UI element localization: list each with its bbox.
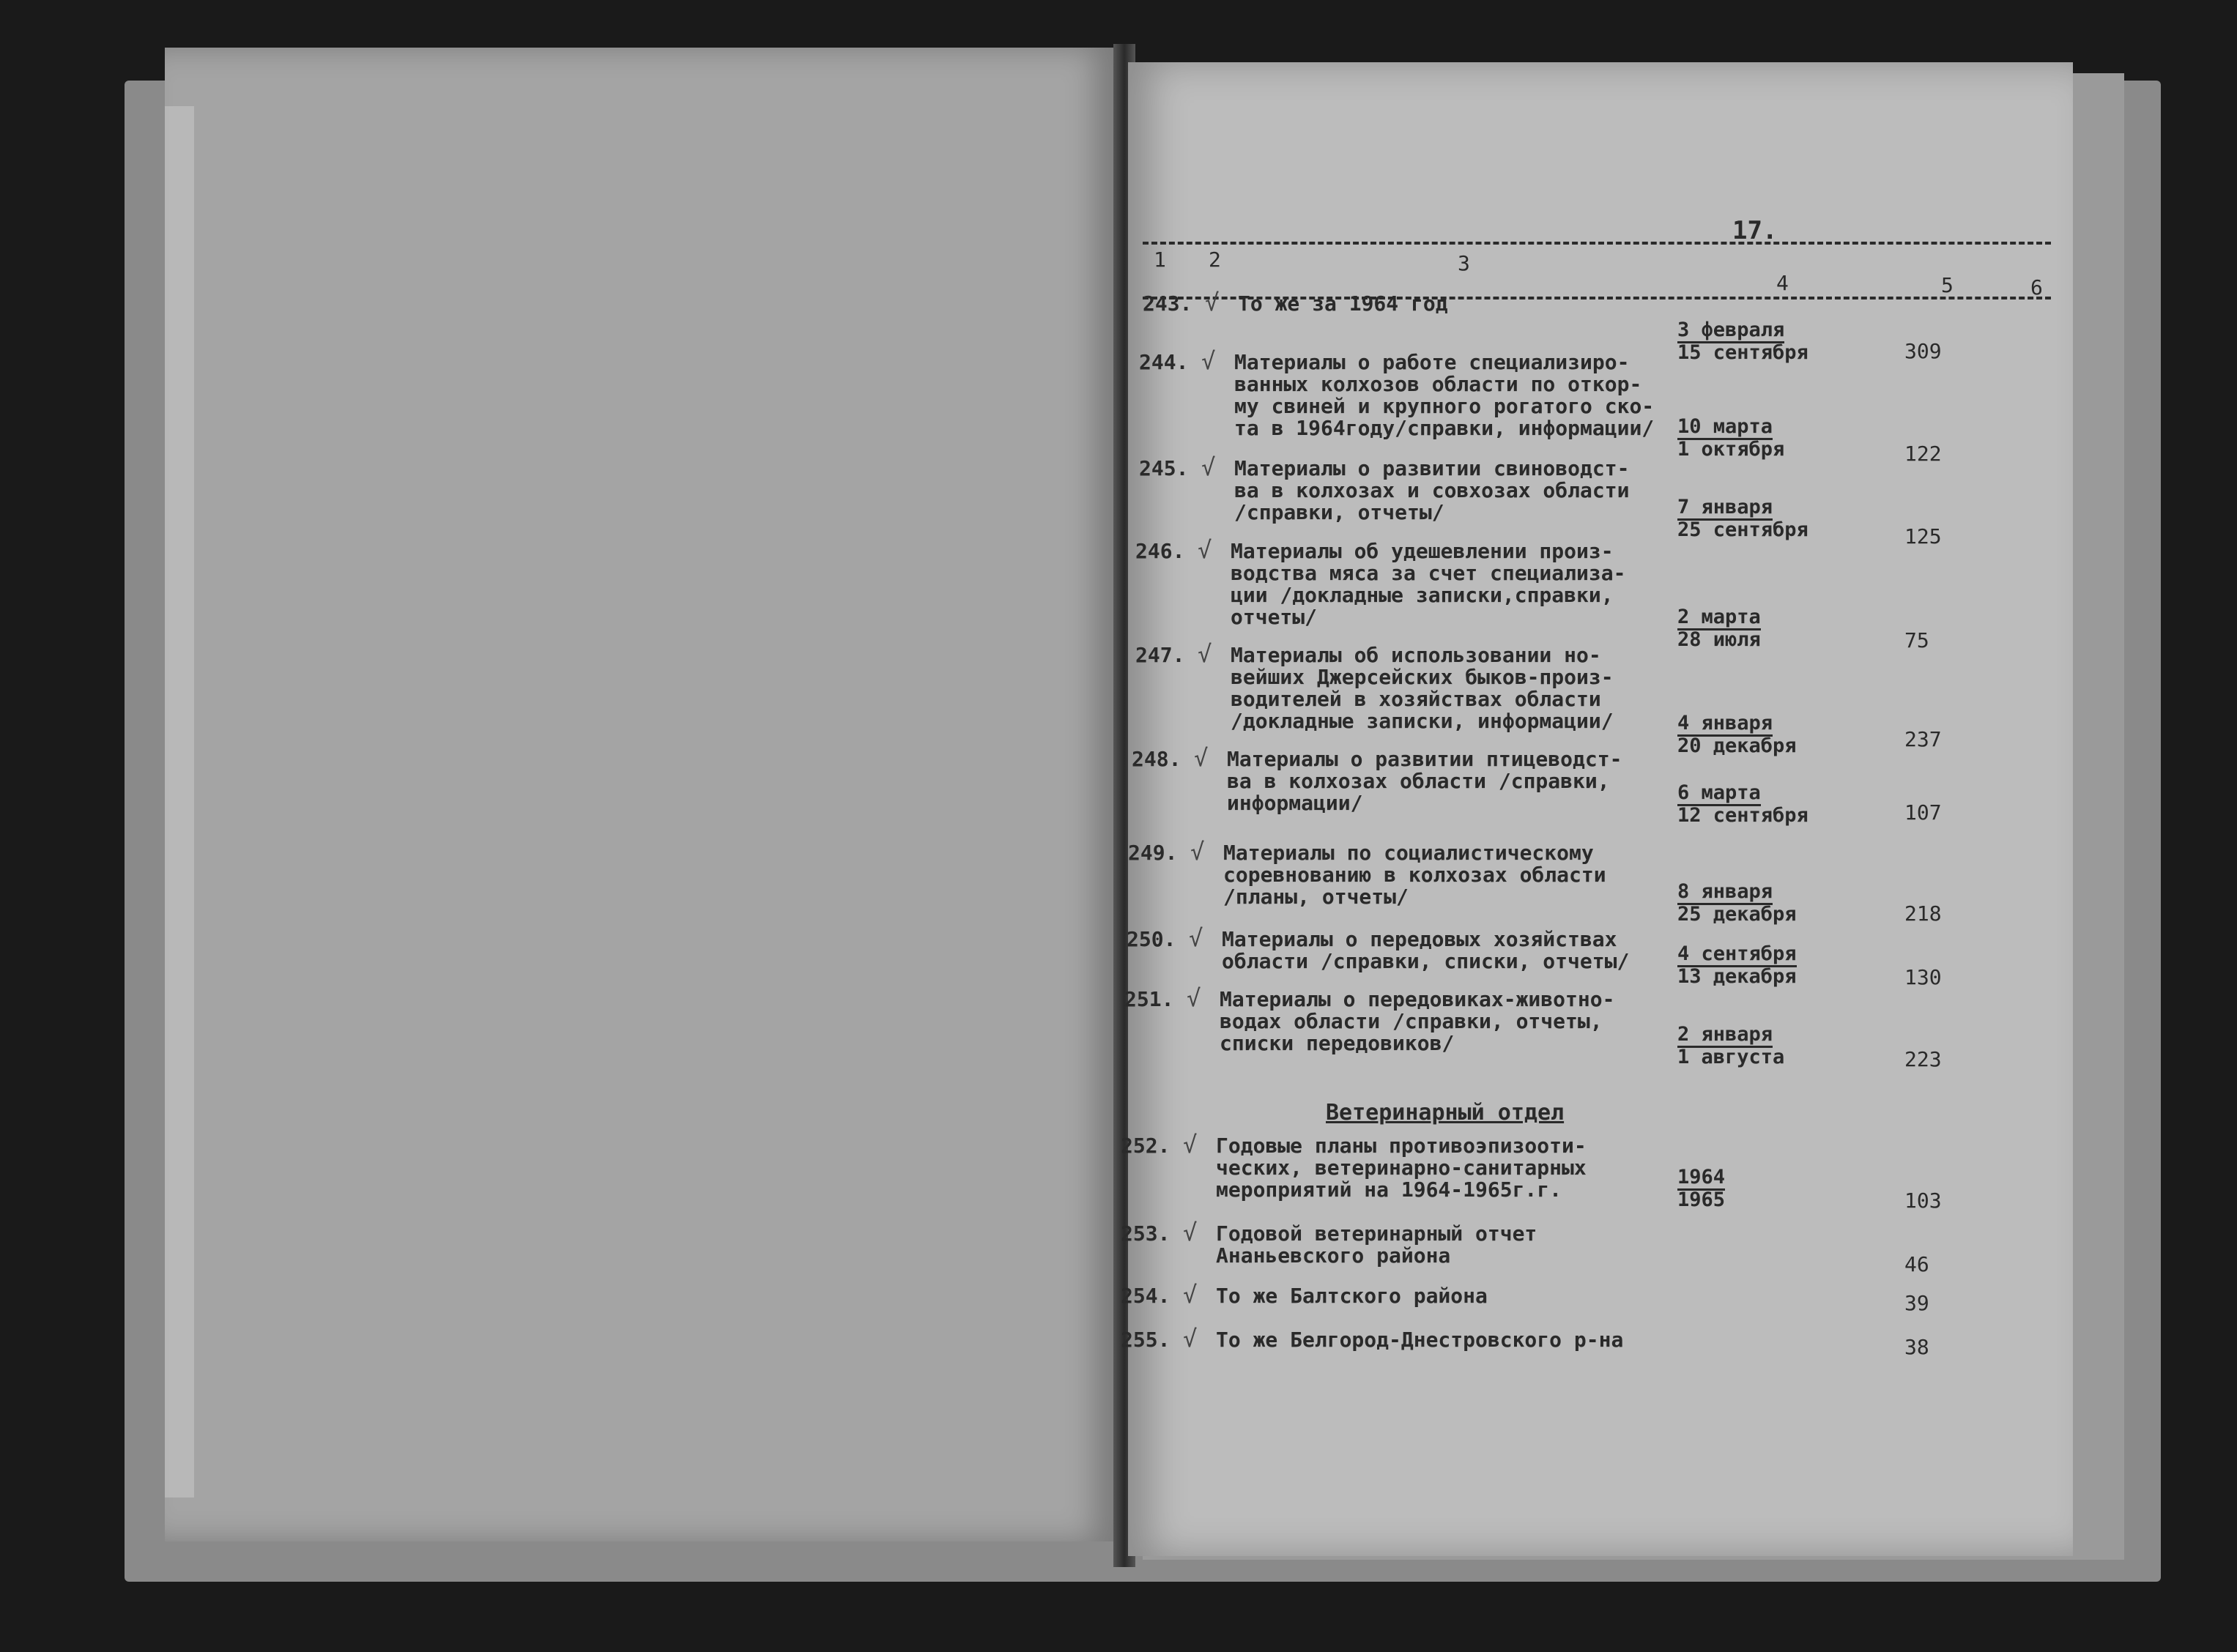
- entry-date-start: 7 января: [1677, 498, 1773, 521]
- entry-sheet-count: 130: [1904, 965, 1942, 989]
- entry-date-end: 13 декабря: [1677, 965, 1797, 988]
- entry-title: Материалы о развитии птицеводст- ва в колхозах области /справки, информации/: [1227, 747, 1622, 815]
- entry-date-start: 10 марта: [1677, 417, 1773, 440]
- entry-dates: [1677, 1168, 1725, 1210]
- check-mark-icon: √: [1187, 984, 1201, 1012]
- entry-number: 250.: [1127, 927, 1176, 951]
- page-number: 17.: [1732, 216, 1778, 245]
- entry-date-start: 1964: [1677, 1168, 1725, 1191]
- entry-sheet-count: 309: [1904, 339, 1942, 363]
- entry-date-end: 25 сентября: [1677, 518, 1808, 541]
- entry-number: 255.: [1121, 1328, 1171, 1352]
- entry-date-end: 25 декабря: [1677, 903, 1797, 926]
- entry-date-start: 2 января: [1677, 1025, 1773, 1048]
- entry-dates: [1677, 714, 1797, 756]
- entry-sheet-count: 38: [1904, 1335, 1929, 1359]
- check-mark-icon: √: [1205, 289, 1220, 316]
- entry-title: Материалы о развитии свиноводст- ва в колхозах и совхозах области /справки, отчеты/: [1234, 456, 1630, 524]
- check-mark-icon: √: [1198, 640, 1212, 668]
- entry-date-start: 4 сентября: [1677, 945, 1797, 967]
- check-mark-icon: √: [1183, 1218, 1198, 1246]
- page-edge: [165, 106, 194, 1497]
- entry-dates: [1677, 882, 1797, 924]
- check-mark-icon: √: [1201, 453, 1216, 481]
- entry-date-start: 4 января: [1677, 714, 1773, 737]
- entry-sheet-count: 125: [1904, 524, 1942, 548]
- entry-number: 252.: [1121, 1134, 1171, 1158]
- entry-number: 253.: [1121, 1221, 1171, 1246]
- check-mark-icon: √: [1190, 838, 1205, 866]
- entry-number: 251.: [1124, 987, 1174, 1011]
- check-mark-icon: √: [1183, 1131, 1198, 1158]
- entry-date-end: 28 июля: [1677, 628, 1761, 651]
- entry-sheet-count: 122: [1904, 442, 1942, 466]
- entry-title: Материалы по социалистическому соревнованию в колхозах области /планы, отчеты/: [1223, 841, 1606, 909]
- entry-number: 245.: [1139, 456, 1189, 480]
- entry-date-start: 8 января: [1677, 882, 1773, 905]
- entry-dates: [1677, 608, 1761, 650]
- entry-dates: [1677, 781, 1808, 827]
- entry-title: То же Белгород-Днестровского р-на: [1216, 1328, 1624, 1352]
- entry-title: Материалы о передовиках-животно- водах области /справки, отчеты, списки передовиков/: [1220, 987, 1615, 1055]
- entry-dates: [1677, 1025, 1784, 1067]
- entry-date-end: 20 декабря: [1677, 734, 1797, 757]
- entry-sheet-count: 223: [1904, 1047, 1942, 1071]
- entry-title: То же за 1964 год: [1238, 291, 1448, 316]
- entry-dates: [1677, 321, 1808, 362]
- entry-dates: [1677, 498, 1808, 540]
- entry-dates: [1677, 942, 1797, 988]
- column-header: 1: [1154, 248, 1166, 272]
- entry-number: 243.: [1143, 291, 1192, 316]
- column-header: 5: [1941, 273, 1954, 297]
- entry-date-start: 2 марта: [1677, 608, 1761, 630]
- entry-sheet-count: 75: [1904, 628, 1929, 652]
- entry-date-end: 1965: [1677, 1188, 1726, 1211]
- entry-sheet-count: 218: [1904, 901, 1942, 926]
- entry-date-start: 3 февраля: [1677, 321, 1784, 343]
- entry-title: Материалы о передовых хозяйствах области /справки, списки, отчеты/: [1222, 927, 1630, 973]
- entry-title: То же Балтского района: [1216, 1284, 1488, 1308]
- entry-sheet-count: 46: [1904, 1252, 1929, 1276]
- entry-title: Годовые планы противоэпизооти- ческих, ветеринарно-санитарных мероприятий на 1964-1965г.г.: [1216, 1134, 1587, 1202]
- entry-date-end: 12 сентября: [1677, 804, 1808, 827]
- section-heading: Ветеринарный отдел: [1326, 1100, 1565, 1125]
- entry-title: Материалы о работе специализиро- ванных колхозов области по откор- му свиней и крупного рогатого ско- та в 1964году/справки, информации/: [1234, 350, 1655, 440]
- entry-number: 248.: [1132, 747, 1181, 771]
- header-dashline-top: [1143, 242, 2051, 245]
- entry-title: Годовой ветеринарный отчет Ананьевского района: [1216, 1221, 1537, 1268]
- entry-number: 246.: [1135, 539, 1185, 563]
- check-mark-icon: √: [1183, 1281, 1198, 1309]
- left-page: [165, 48, 1117, 1541]
- entry-title: Материалы об использовании но- вейших Джерсейских быков-произ- водителей в хозяйствах области /докладные записки, информации/: [1231, 643, 1614, 733]
- check-mark-icon: √: [1183, 1325, 1198, 1353]
- entry-date-start: 6 марта: [1677, 784, 1761, 806]
- check-mark-icon: √: [1198, 536, 1212, 564]
- check-mark-icon: √: [1189, 924, 1203, 952]
- column-header: 6: [2030, 275, 2043, 299]
- column-header: 2: [1209, 248, 1221, 272]
- entry-dates: [1677, 417, 1784, 459]
- entry-title: Материалы об удешевлении произ- водства мяса за счет специализа- ции /докладные записки,справки, отчеты/: [1231, 539, 1626, 629]
- entry-number: 247.: [1135, 643, 1185, 667]
- column-header: 3: [1458, 251, 1470, 275]
- entry-sheet-count: 39: [1904, 1291, 1929, 1315]
- entry-sheet-count: 237: [1904, 727, 1942, 751]
- column-header: 4: [1776, 271, 1789, 295]
- entry-number: 244.: [1139, 350, 1189, 374]
- entry-date-end: 15 сентября: [1677, 341, 1808, 364]
- check-mark-icon: √: [1194, 744, 1209, 772]
- entry-sheet-count: 103: [1904, 1188, 1942, 1213]
- entry-number: 254.: [1121, 1284, 1171, 1308]
- entry-sheet-count: 107: [1904, 800, 1942, 825]
- check-mark-icon: √: [1201, 347, 1216, 375]
- entry-date-end: 1 октября: [1677, 438, 1785, 461]
- entry-date-end: 1 августа: [1677, 1046, 1785, 1068]
- entry-number: 249.: [1128, 841, 1178, 865]
